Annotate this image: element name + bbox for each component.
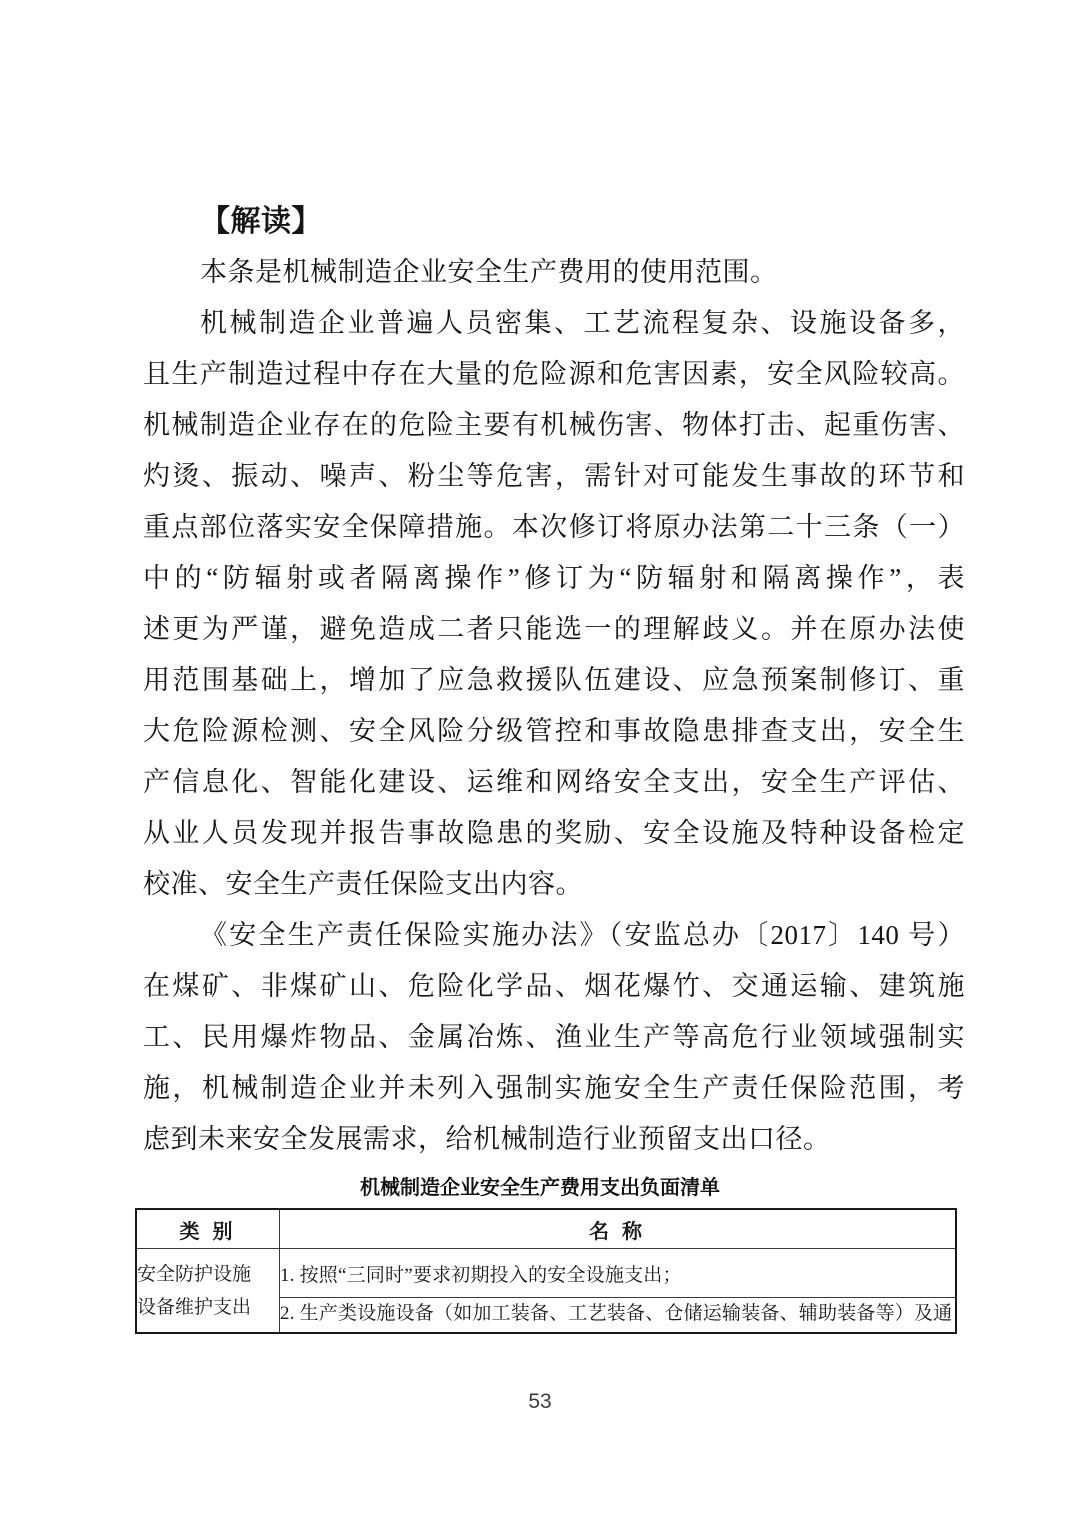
negative-list-table [135,1208,957,1334]
text-line: 重点部位落实安全保障措施。本次修订将原办法第二十三条（一） [143,512,965,542]
text-line: 中的“防辐射或者隔离操作”修订为“防辐射和隔离操作”，表 [143,563,965,593]
section-heading: 【解读】 [200,205,322,238]
item-cell: 2. 生产类设施设备（如加工装备、工艺装备、仓储运输装备、辅助装备等）及通 [280,1298,957,1334]
table-header-category: 类 别 [136,1209,280,1249]
text-line: 述更为严谨，避免造成二者只能选一的理解歧义。并在原办法使 [143,614,965,644]
table-header-row [136,1209,956,1249]
text-line: 灼烫、振动、噪声、粉尘等危害，需针对可能发生事故的环节和 [143,461,965,491]
category-cell [136,1249,280,1334]
category-line: 安全防护设施 [137,1263,252,1285]
text-line: 机械制造企业存在的危险主要有机械伤害、物体打击、起重伤害、 [143,410,965,440]
text-line: 校准、安全生产责任保险支出内容。 [143,869,583,899]
table-header-name: 名 称 [280,1209,957,1249]
text-line: 大危险源检测、安全风险分级管控和事故隐患排查支出，安全生 [143,716,965,746]
text-line: 工、民用爆炸物品、金属冶炼、渔业生产等高危行业领域强制实 [143,1022,965,1052]
text-line: 产信息化、智能化建设、运维和网络安全支出，安全生产评估、 [143,767,965,797]
text-line: 从业人员发现并报告事故隐患的奖励、安全设施及特种设备检定 [143,818,965,848]
table-row [136,1249,956,1298]
text-line: 机械制造企业普遍人员密集、工艺流程复杂、设施设备多， [200,308,965,338]
table-title: 机械制造企业安全生产费用支出负面清单 [360,1177,720,1199]
text-line: 用范围基础上，增加了应急救援队伍建设、应急预案制修订、重 [143,665,965,695]
text-line: 虑到未来安全发展需求，给机械制造行业预留支出口径。 [143,1124,831,1154]
text-line: 且生产制造过程中存在大量的危险源和危害因素，安全风险较高。 [143,359,965,389]
text-line: 《安全生产责任保险实施办法》（安监总办〔2017〕140 号） [200,920,965,950]
text-line: 施，机械制造企业并未列入强制实施安全生产责任保险范围，考 [143,1073,965,1103]
category-line: 设备维护支出 [137,1296,252,1318]
item-cell: 1. 按照“三同时”要求初期投入的安全设施支出； [280,1249,957,1298]
page-number: 53 [528,1390,552,1413]
text-line: 本条是机械制造企业安全生产费用的使用范围。 [200,257,778,287]
text-line: 在煤矿、非煤矿山、危险化学品、烟花爆竹、交通运输、建筑施 [143,971,965,1001]
